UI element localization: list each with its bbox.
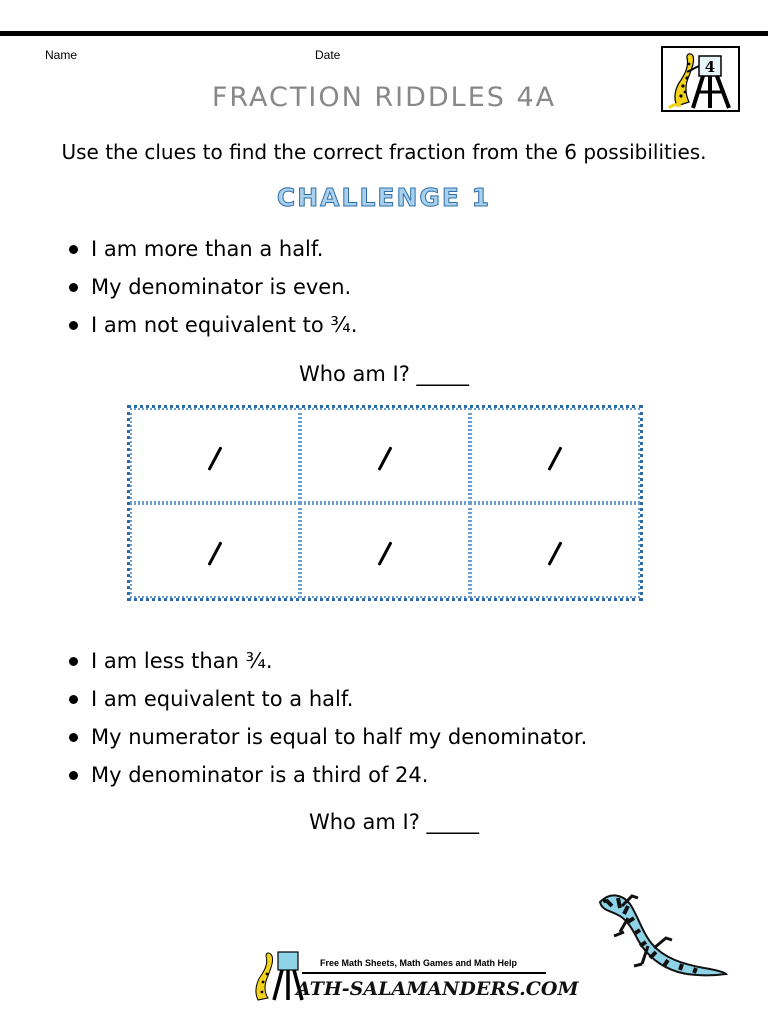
- fraction-cell[interactable]: [300, 503, 470, 598]
- clue-list-top: [66, 234, 357, 348]
- fraction-slash: [208, 541, 223, 565]
- page-title: FRACTION RIDDLES 4A: [211, 82, 557, 113]
- fraction-grid: [127, 405, 643, 601]
- list-item: My numerator is equal to half my denominator.: [66, 722, 587, 760]
- fraction-cell[interactable]: [130, 503, 300, 598]
- list-item: I am more than a half.: [66, 234, 357, 272]
- date-label: Date: [315, 48, 341, 62]
- fraction-slash: [548, 541, 563, 565]
- footer-rule: [302, 972, 546, 974]
- bullet-icon: [69, 657, 78, 666]
- clue-list-bottom: [66, 646, 587, 798]
- instructions: Use the clues to find the correct fraction from the 6 possibilities.: [61, 140, 707, 164]
- list-item: My denominator is a third of 24.: [66, 760, 587, 798]
- list-item: I am less than ¾.: [66, 646, 587, 684]
- fraction-cell[interactable]: [300, 408, 470, 503]
- fraction-cell[interactable]: [470, 408, 640, 503]
- bullet-icon: [69, 321, 78, 330]
- fraction-slash: [378, 446, 393, 470]
- challenge-heading: CHALLENGE 1: [276, 183, 492, 212]
- list-item: My denominator is even.: [66, 272, 357, 310]
- salamander-illustration-icon: [592, 888, 732, 988]
- top-rule: [0, 31, 768, 36]
- fraction-slash: [208, 446, 223, 470]
- list-item: I am not equivalent to ¾.: [66, 310, 357, 348]
- question-top: Who am I? _____: [298, 362, 470, 386]
- bullet-icon: [69, 733, 78, 742]
- fraction-slash: [548, 446, 563, 470]
- bullet-icon: [69, 695, 78, 704]
- question-bottom: Who am I? _____: [308, 810, 480, 834]
- bullet-icon: [69, 771, 78, 780]
- footer-tagline: Free Math Sheets, Math Games and Math Help: [320, 958, 518, 968]
- salamander-logo-icon: [661, 46, 740, 112]
- fraction-cell[interactable]: [470, 503, 640, 598]
- fraction-cell[interactable]: [130, 408, 300, 503]
- footer-brand[interactable]: ATH-SALAMANDERS.COM: [296, 978, 579, 1000]
- bullet-icon: [69, 245, 78, 254]
- name-label: Name: [45, 48, 78, 62]
- list-item: I am equivalent to a half.: [66, 684, 587, 722]
- fraction-slash: [378, 541, 393, 565]
- logo-number: 4: [704, 58, 716, 76]
- bullet-icon: [69, 283, 78, 292]
